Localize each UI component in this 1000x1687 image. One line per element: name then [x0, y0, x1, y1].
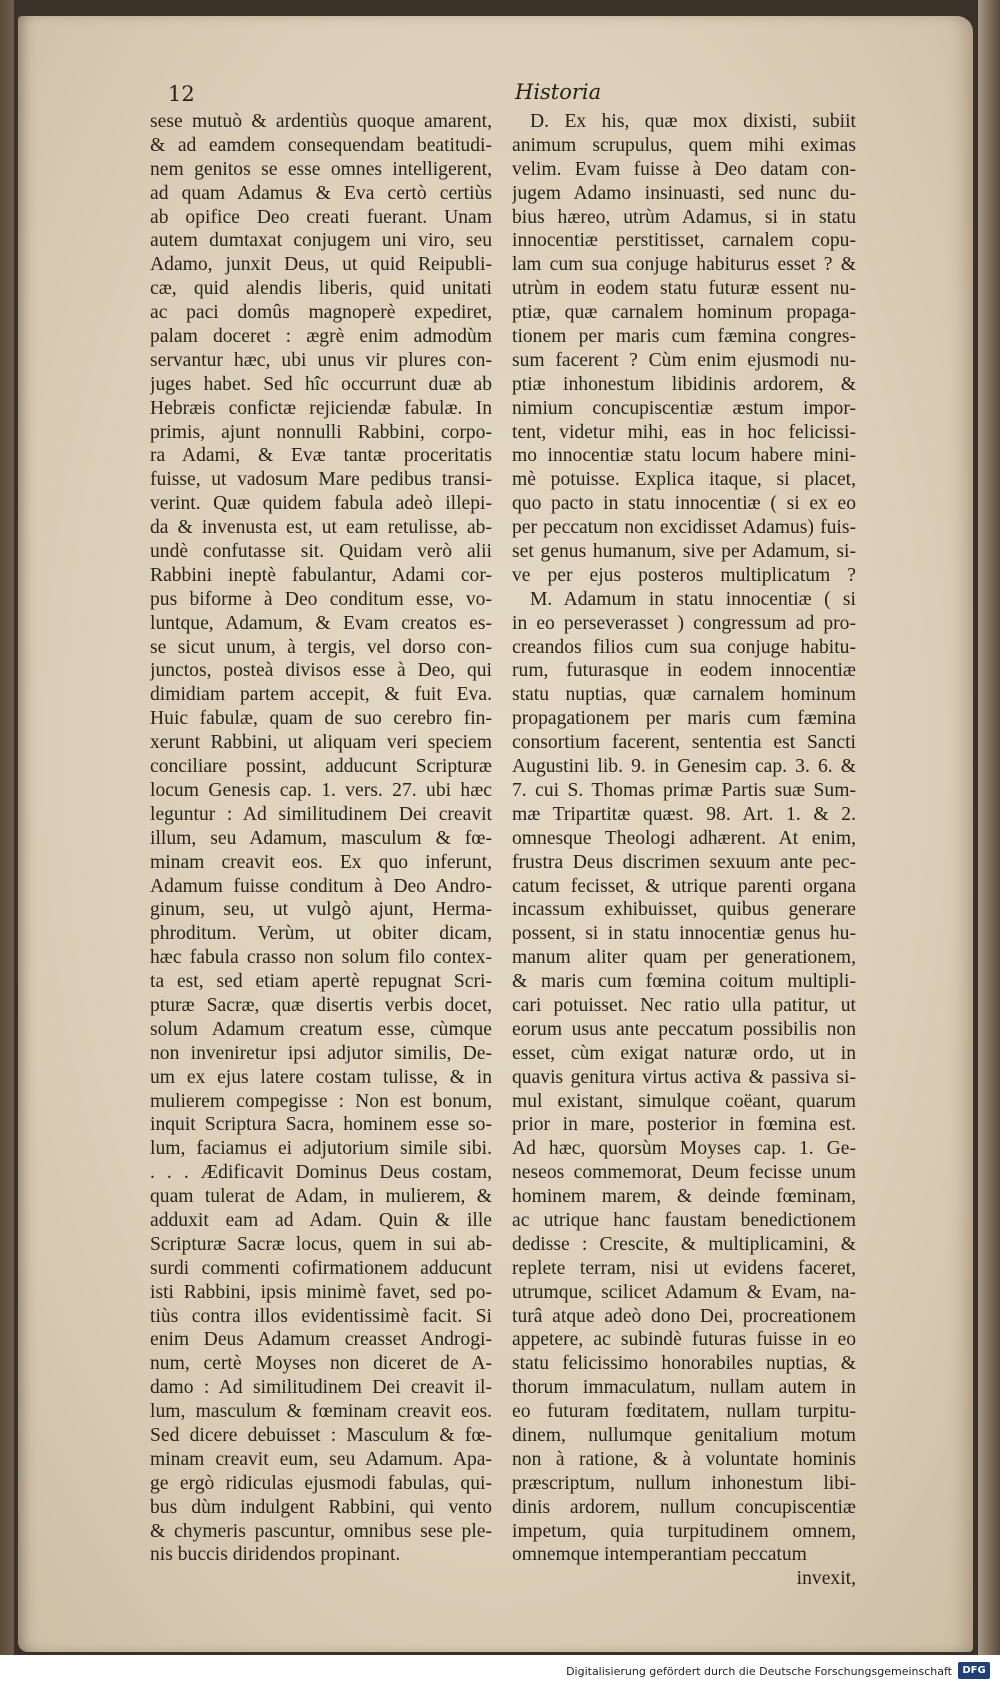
text-line: leguntur : Ad similitudinem Dei creavit	[150, 803, 492, 825]
text-line: animum scrupulus, quem mihi eximas	[512, 134, 856, 156]
text-line: lum, masculum & fœminam creavit eos.	[150, 1401, 492, 1423]
text-line: xerunt Rabbini, ut aliquam veri speciem	[150, 732, 492, 754]
text-line: dimidiam partem accepit, & fuit Eva.	[150, 684, 492, 706]
text-line: dedisse : Crescite, & multiplicamini, &	[512, 1233, 856, 1255]
text-line: mæ Tripartitæ quæst. 98. Art. 1. & 2.	[512, 803, 856, 825]
text-line: & ad eamdem consequendam beatitudi-	[150, 134, 492, 156]
text-line: catum fecisset, & utrique parenti organa	[512, 875, 856, 897]
text-line: junctos, posteà divisos esse à Deo, qui	[150, 660, 492, 682]
text-line: Augustini lib. 9. in Genesim cap. 3. 6. &	[512, 756, 856, 778]
text-line: pus biforme à Deo conditum esse, vo-	[150, 588, 492, 610]
text-line: ge ergò ridiculas ejusmodi fabulas, qui-	[150, 1472, 492, 1494]
text-line: jugem Adamo insinuasti, sed nunc du-	[512, 182, 856, 204]
text-line: Scripturæ Sacræ locus, quem in sui ab-	[150, 1233, 492, 1255]
text-line: & maris cum fœmina coitum multipli-	[512, 971, 856, 993]
text-line: enim Deus Adamum creasset Androgi-	[150, 1329, 492, 1351]
text-line: per peccatum non excidisset Adamus) fuis-	[512, 517, 856, 539]
text-line: quo pacto in statu innocentiæ ( si ex eo	[512, 493, 856, 515]
text-line: Adamo, junxit Deus, ut quid Reipubli-	[150, 254, 492, 276]
text-line: . . . Ædificavit Dominus Deus costam,	[150, 1162, 492, 1184]
text-line: D. Ex his, quæ mox dixisti, subiit	[530, 111, 856, 132]
footer-bar	[0, 1655, 1000, 1687]
text-line: primis, ajunt nonnulli Rabbini, corpo-	[150, 421, 492, 443]
text-line: fuisse, ut vadosum Mare pedibus transi-	[150, 469, 492, 491]
text-line: esset, cùm exigat naturæ ordo, ut in	[512, 1042, 856, 1064]
text-line: consortium facerent, sententia est Sancti	[512, 732, 856, 754]
text-line: inquit Scriptura Sacra, hominem esse so-	[150, 1114, 492, 1136]
text-line: rum, futurasque in eodem innocentiæ	[512, 660, 856, 682]
text-line: Hebræis confictæ rejiciendæ fabulæ. In	[150, 397, 492, 419]
text-line: damo : Ad similitudinem Dei creavit il-	[150, 1377, 492, 1399]
text-line: Sed dicere debuisset : Masculum & fœ-	[150, 1424, 492, 1446]
text-line: se sicut unum, à tergis, vel dorso con-	[150, 636, 492, 658]
text-line: bius hæreo, utrùm Adamus, si in statu	[512, 206, 856, 228]
text-line: nis buccis diridendos propinant.	[150, 1544, 401, 1566]
text-line: hæc fabula crasso non solum filo contex-	[150, 947, 492, 969]
text-line: lam cum sua conjuge habiturus esset ? &	[512, 254, 856, 276]
text-line: lum, faciamus ei adjutorium simile sibi.	[150, 1138, 492, 1160]
text-line: Ad hæc, quorsùm Moyses cap. 1. Ge-	[512, 1138, 856, 1160]
text-line: utrumque, scilicet Adamum & Evam, na-	[512, 1281, 856, 1303]
text-line: creandos filios cum sua conjuge habitu-	[512, 636, 856, 658]
catchword: invexit,	[796, 1568, 856, 1590]
text-line: omnemque intemperantiam peccatum	[512, 1544, 807, 1566]
text-line: mulierem compegisse : Non est bonum,	[150, 1090, 492, 1112]
text-line: neseos commemorat, Deum fecisse unum	[512, 1162, 856, 1184]
text-line: hominem marem, & deinde fœminam,	[512, 1186, 856, 1208]
text-line: non inveniretur ipsi adjutor similis, De-	[150, 1042, 492, 1064]
text-line: præscriptum, nullum inhonestum libi-	[512, 1472, 856, 1494]
text-line: eorum usus ante peccatum possibilis non	[512, 1018, 856, 1040]
book-edge-right	[978, 0, 1000, 1655]
text-line: num, certè Moyses non diceret de A-	[150, 1353, 492, 1375]
text-line: minam creavit eos. Ex quo inferunt,	[150, 851, 492, 873]
text-line: turâ atque adeò dono Dei, procreationem	[512, 1305, 856, 1327]
text-line: Rabbini ineptè fabulantur, Adami cor-	[150, 564, 492, 586]
text-line: quam tulerat de Adam, in mulierem, &	[150, 1186, 492, 1208]
text-line: ab opifice Deo creati fuerant. Unam	[150, 206, 492, 228]
text-line: mo innocentiæ statu locum habere mini-	[512, 445, 856, 467]
text-line: autem dumtaxat conjugem uni viro, seu	[150, 230, 492, 252]
text-line: velim. Evam fuisse à Deo datam con-	[512, 158, 856, 180]
text-line: luntque, Adamum, & Evam creatos es-	[150, 612, 492, 634]
text-line: dinem, nullumque genitalium motum	[512, 1424, 856, 1446]
running-head: Historia	[515, 80, 602, 104]
left-text-column	[150, 110, 492, 1567]
text-line: undè confutasse sit. Quidam verò alii	[150, 541, 492, 563]
text-line: tionem per maris cum fæmina congres-	[512, 326, 856, 348]
text-line: statu nuptias, quæ carnalem hominum	[512, 684, 856, 706]
text-line: dinis ardorem, nullum concupiscentiæ	[512, 1496, 856, 1518]
text-line: cæ, quid alendis liberis, quid unitati	[150, 278, 492, 300]
text-line: phroditum. Verùm, ut obiter dicam,	[150, 923, 492, 945]
text-line: thorum immaculatum, nullam autem in	[512, 1377, 856, 1399]
text-line: solum Adamum creatum esse, cùmque	[150, 1018, 492, 1040]
text-line: possent, si in statu innocentiæ genus hu-	[512, 923, 856, 945]
text-line: pturæ Sacræ, quæ disertis verbis docet,	[150, 994, 492, 1016]
text-line: mè potuisse. Explica itaque, si placet,	[512, 469, 856, 491]
text-line: conciliare possint, adducunt Scripturæ	[150, 756, 492, 778]
book-edge-left	[0, 0, 14, 1655]
text-line: um ex ejus latere costam tulisse, & in	[150, 1066, 492, 1088]
text-line: isti Rabbini, ipsis minimè favet, sed po-	[150, 1281, 492, 1303]
text-line: manum aliter quam per generationem,	[512, 947, 856, 969]
text-line: adduxit eam ad Adam. Quin & ille	[150, 1209, 492, 1231]
text-line: mul existant, simulque coëant, quarum	[512, 1090, 856, 1112]
text-line: sum facerent ? Cùm enim ejusmodi nu-	[512, 349, 856, 371]
text-line: ta est, sed etiam apertè repugnat Scri-	[150, 971, 492, 993]
text-line: Adamum fuisse conditum à Deo Andro-	[150, 875, 492, 897]
text-line: tent, videtur mihi, eas in hoc felicissi-	[512, 421, 856, 443]
text-line: tiùs contra illos evidentissimè facit. Si	[150, 1305, 492, 1327]
text-line: innocentiæ perstitisset, carnalem copu-	[512, 230, 856, 252]
text-line: appetere, ac subindè futuras fuisse in eo	[512, 1329, 856, 1351]
text-line: illum, seu Adamum, masculum & fœ-	[150, 827, 492, 849]
text-line: replete terram, nisi ut evidens faceret,	[512, 1257, 856, 1279]
text-line: propagationem per maris cum fæmina	[512, 708, 856, 730]
text-line: ac paci domûs magnoperè expediret,	[150, 302, 492, 324]
text-line: ptiæ, quæ carnalem hominum propaga-	[512, 302, 856, 324]
text-line: ve per ejus posteros multiplicatum ?	[512, 564, 856, 586]
text-line: omnesque Theologi adhærent. At enim,	[512, 827, 856, 849]
text-line: nem genitos se esse omnes intelligerent,	[150, 158, 492, 180]
text-line: Huic fabulæ, quam de suo cerebro fin-	[150, 708, 492, 730]
text-line: incassum exhibuisset, quibus generare	[512, 899, 856, 921]
text-line: ginum, seu, ut vulgò ajunt, Herma-	[150, 899, 492, 921]
text-line: & chymeris pascuntur, omnibus sese ple-	[150, 1520, 492, 1542]
text-line: surdi commenti cofirmationem adducunt	[150, 1257, 492, 1279]
text-line: ra Adami, & Evæ tantæ proceritatis	[150, 445, 492, 467]
text-line: verint. Quæ quidem fabula adeò illepi-	[150, 493, 492, 515]
text-line: eo futuram fœditatem, nullam turpitu-	[512, 1401, 856, 1423]
text-line: non à ratione, & à voluntate hominis	[512, 1448, 856, 1470]
text-line: ad quam Adamus & Eva certò certiùs	[150, 182, 492, 204]
text-line: ac utrique hanc faustam benedictionem	[512, 1209, 856, 1231]
right-text-column	[512, 110, 856, 1591]
text-line: quavis genitura virtus activa & passiva si-	[512, 1066, 856, 1088]
text-line: in eo perseverasset ) congressum ad pro-	[512, 612, 856, 634]
text-line: 7. cui S. Thomas primæ Partis suæ Sum-	[512, 779, 856, 801]
text-line: bus dùm indulgent Rabbini, qui vento	[150, 1496, 492, 1518]
text-line: utrùm in eodem statu futuræ essent nu-	[512, 278, 856, 300]
text-line: impetum, quia turpitudinem omnem,	[512, 1520, 856, 1542]
text-line: ptiæ inhonestum libidinis ardorem, &	[512, 373, 856, 395]
text-line: servantur hæc, ubi unus vir plures con-	[150, 349, 492, 371]
page-number: 12	[168, 82, 195, 106]
text-line: locum Genesis cap. 1. vers. 27. ubi hæc	[150, 779, 492, 801]
text-line: juges habet. Sed hîc occurrunt duæ ab	[150, 373, 492, 395]
text-line: statu felicissimo honorabiles nuptias, &	[512, 1353, 856, 1375]
text-line: frustra Deus discrimen sexuum ante pec-	[512, 851, 856, 873]
dfg-logo: DFG	[958, 1662, 990, 1679]
text-line: minam creavit eum, seu Adamum. Apa-	[150, 1448, 492, 1470]
text-line: prior in mare, posterior in fœmina est.	[512, 1114, 856, 1136]
text-line: da & invenusta est, ut eam retulisse, ab-	[150, 517, 492, 539]
text-line: palam doceret : ægrè enim admodùm	[150, 326, 492, 348]
text-line: cari potuisset. Nec ratio ulla patitur, ut	[512, 994, 856, 1016]
footer-credit: Digitalisierung gefördert durch die Deutsche Forschungsgemeinschaft	[566, 1665, 952, 1678]
text-line: set genus humanum, sive per Adamum, si-	[512, 541, 856, 563]
text-line: nimium concupiscentiæ æstum impor-	[512, 397, 856, 419]
text-line: sese mutuò & ardentiùs quoque amarent,	[150, 111, 492, 132]
text-line: M. Adamum in statu innocentiæ ( si	[530, 588, 856, 610]
